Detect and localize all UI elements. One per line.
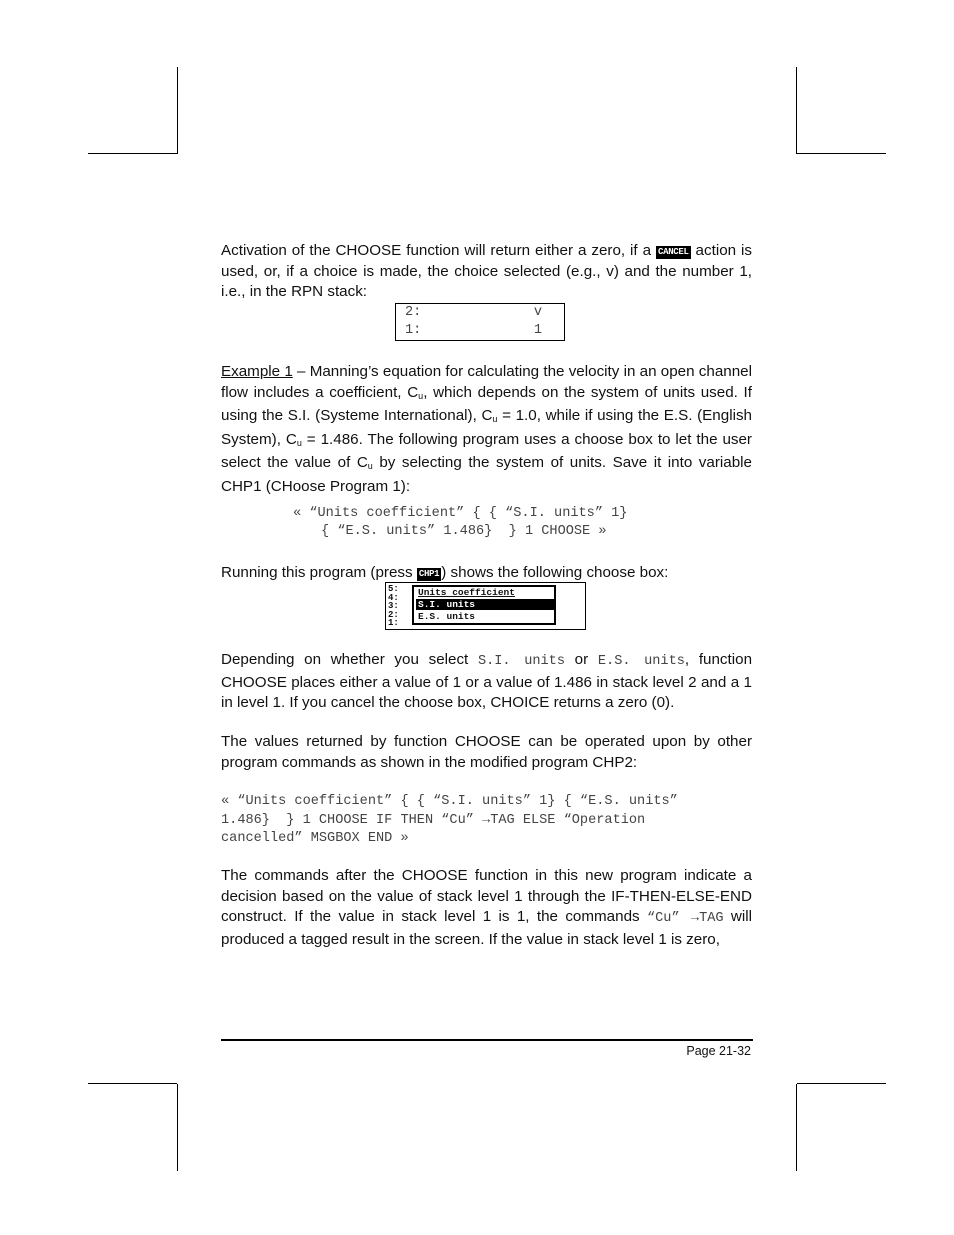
crop-mark — [177, 1084, 178, 1171]
text: will produced a tagged result in the screen. If the value in stack level 1 is zero, — [221, 908, 752, 948]
calculator-screen — [385, 582, 586, 630]
paragraph-activation — [221, 241, 752, 303]
text: or — [565, 651, 598, 668]
stack-level: 1: — [405, 323, 422, 338]
stack-row — [405, 305, 542, 323]
choose-box-title: Units coefficient — [418, 587, 515, 598]
crop-mark — [796, 67, 797, 154]
crop-mark — [797, 1083, 886, 1084]
text: ) shows the following choose box: — [441, 564, 669, 581]
stack-level: 3: — [388, 601, 399, 611]
code-line: « “Units coefficient” { { “S.I. units” 1} — [293, 506, 628, 521]
rpn-stack-display — [395, 303, 565, 341]
inline-code: E.S. units — [597, 654, 685, 669]
crop-mark — [88, 1083, 177, 1084]
choose-option-si-units[interactable]: S.I. units — [416, 599, 554, 610]
stack-row — [405, 323, 542, 341]
inline-code: “Cu” →TAG — [646, 911, 724, 927]
text: Depending on whether you select — [221, 651, 478, 668]
choose-box — [412, 585, 556, 625]
text: action is used, or, if a choice is made, the choice selected (e.g., v) and the number 1, i.e., in the RPN stack: — [221, 242, 752, 301]
code-line: cancelled” MSGBOX END » — [221, 831, 409, 846]
code-line: { “E.S. units” 1.486} } 1 CHOOSE » — [321, 524, 607, 539]
paragraph-commands-after — [221, 866, 752, 950]
text: = 1.486. The following program uses a choose box to let the user select the value of C — [221, 430, 752, 472]
page-number: Page 21-32 — [686, 1044, 751, 1058]
stack-level-column — [388, 585, 402, 628]
cancel-softkey: CANCEL — [658, 247, 689, 257]
crop-mark — [177, 67, 178, 154]
stack-level: 2: — [388, 609, 399, 620]
choose-option-es-units[interactable]: E.S. units — [418, 611, 476, 622]
footer-rule — [221, 1039, 753, 1041]
paragraph-depending — [221, 650, 752, 714]
stack-level: 4: — [388, 592, 399, 603]
subscript: u — [492, 414, 498, 425]
text: by selecting the system of units. Save it into variable CHP1 (CHoose Program 1): — [221, 454, 752, 495]
code-line: 1.486} } 1 CHOOSE IF THEN “Cu” →TAG ELSE “Operation — [221, 813, 646, 828]
code-line: « “Units coefficient” { { “S.I. units” 1} { “E.S. units” — [221, 794, 678, 809]
stack-level: 1: — [388, 618, 399, 628]
stack-level: 2: — [405, 305, 422, 320]
text: Running this program (press — [221, 564, 417, 581]
text: – Manning’s equation for calculating the velocity in an open channel flow includes a coefficient, C — [221, 363, 752, 401]
crop-mark — [88, 153, 177, 154]
crop-mark — [796, 1084, 797, 1171]
text: The commands after the CHOOSE function in this new program indicate a decision based on the value of stack level 1 through the IF-THEN-ELSE-END construct. If the value in stack level 1 is 1, the commands — [221, 867, 752, 926]
text: , function CHOOSE places either a value of 1 or a value of 1.486 in stack level 2 and a 1 in level 1. If you cancel the choose box, CHOICE returns a zero (0). — [221, 651, 753, 712]
inline-code: S.I. units — [477, 654, 565, 669]
stack-value: v — [533, 305, 542, 320]
paragraph-example-1 — [221, 362, 752, 498]
text: Activation of the CHOOSE function will return either a zero, if a — [221, 242, 652, 259]
subscript: u — [367, 461, 373, 472]
stack-value: 1 — [533, 323, 542, 338]
paragraph-values-returned: The values returned by function CHOOSE can be operated upon by other program commands as shown in the modified program CHP2: — [221, 733, 752, 771]
subscript: u — [418, 390, 424, 401]
text: , which depends on the system of units used. If using the S.I. (Systeme International), C — [221, 383, 752, 425]
crop-mark — [797, 153, 886, 154]
subscript: u — [296, 437, 302, 448]
stack-level: 5: — [388, 584, 399, 594]
text: = 1.0, while if using the E.S. (English System), C — [221, 407, 752, 448]
paragraph-running — [221, 563, 752, 584]
chp1-softkey: CHP1 — [418, 569, 440, 579]
example-label: Example 1 — [221, 363, 293, 380]
